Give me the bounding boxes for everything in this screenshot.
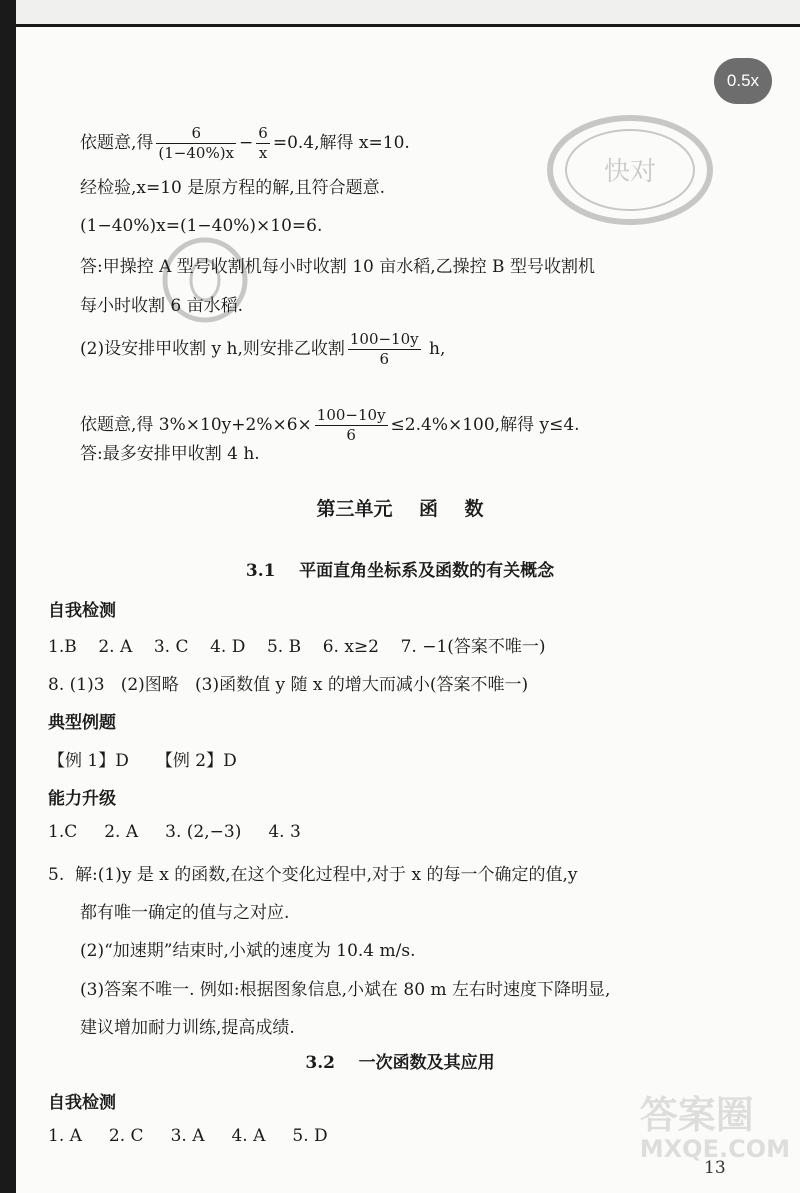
watermark-stamp-icon [545,110,715,230]
self-check-heading: 自我检测 [48,601,116,621]
solution-line-6: (2)设安排甲收割 y h,则安排乙收割 $\frac{100-10y}{6}$ h, [80,330,446,368]
self-check-answers-2: 8. (1)3 (2)图略 (3)函数值 y 随 x 的增大而减小(答案不唯一) [48,675,529,695]
fraction-3: $\frac{100-10y}{6}$ [349,330,419,368]
self-check-answers-1: 1.B 2. A 3. C 4. D 5. B 6. x≥2 7. −1(答案不唯一) [48,637,546,657]
fraction-2: $\frac{6}{x}$ [258,124,268,162]
question-5-line-5: 建议增加耐力训练,提高成绩. [80,1018,295,1038]
question-5-line-2: 都有唯一确定的值与之对应. [80,903,290,923]
watermark-text: 快对 [603,157,657,187]
self-check-answers-3: 1. A 2. C 3. A 4. A 5. D [48,1126,328,1146]
solution-line-4: 答:甲操控 A 型号收割机每小时收割 10 亩水稻,乙操控 B 型号收割机 [80,257,595,277]
solution-line-1: 依题意,得 $\frac{6}{(1-40\%)x}$ − $\frac{6}{x}$ =0.4,解得 x=10. [80,124,410,162]
fraction-4: $\frac{100-10y}{6}$ [316,406,386,444]
solution-line-8: 答:最多安排甲收割 4 h. [80,444,260,464]
ability-upgrade-heading: 能力升级 [48,789,116,809]
solution-line-5: 每小时收割 6 亩水稻. [80,296,244,316]
page-number: 13 [704,1158,726,1178]
page-edge-top [16,0,800,27]
typical-examples-heading: 典型例题 [48,713,116,733]
question-5-line-3: (2)“加速期”结束时,小斌的速度为 10.4 m/s. [80,941,416,961]
section-3-2-title: 3.2 一次函数及其应用 [305,1053,495,1073]
solution-line-2: 经检验,x=10 是原方程的解,且符合题意. [80,178,386,198]
section-3-1-title: 3.1 平面直角坐标系及函数的有关概念 [245,561,555,581]
playback-speed-button[interactable]: 0.5x [714,58,772,104]
self-check-heading-2: 自我检测 [48,1093,116,1113]
solution-line-7: 依题意,得 3%×10y+2%×6× $\frac{100-10y}{6}$ ≤2.4%×100,解得 y≤4. [80,406,580,444]
page-edge-left [0,0,16,1193]
question-5-line-4: (3)答案不唯一. 例如:根据图象信息,小斌在 80 m 左右时速度下降明显, [80,980,611,1000]
fraction-1: $\frac{6}{(1-40\%)x}$ [158,124,235,162]
solution-line-3: (1−40%)x=(1−40%)×10=6. [80,216,323,236]
ability-upgrade-answers: 1.C 2. A 3. (2,−3) 4. 3 [48,822,301,842]
typical-examples-answers: 【例 1】D 【例 2】D [48,751,237,771]
unit-heading: 第三单元 函 数 [316,498,484,520]
question-5-line-1: 5. 解:(1)y 是 x 的函数,在这个变化过程中,对于 x 的每一个确定的值,y [48,865,578,885]
watermark-logo-icon: 答案圈 MXQE.COM [639,1093,790,1163]
